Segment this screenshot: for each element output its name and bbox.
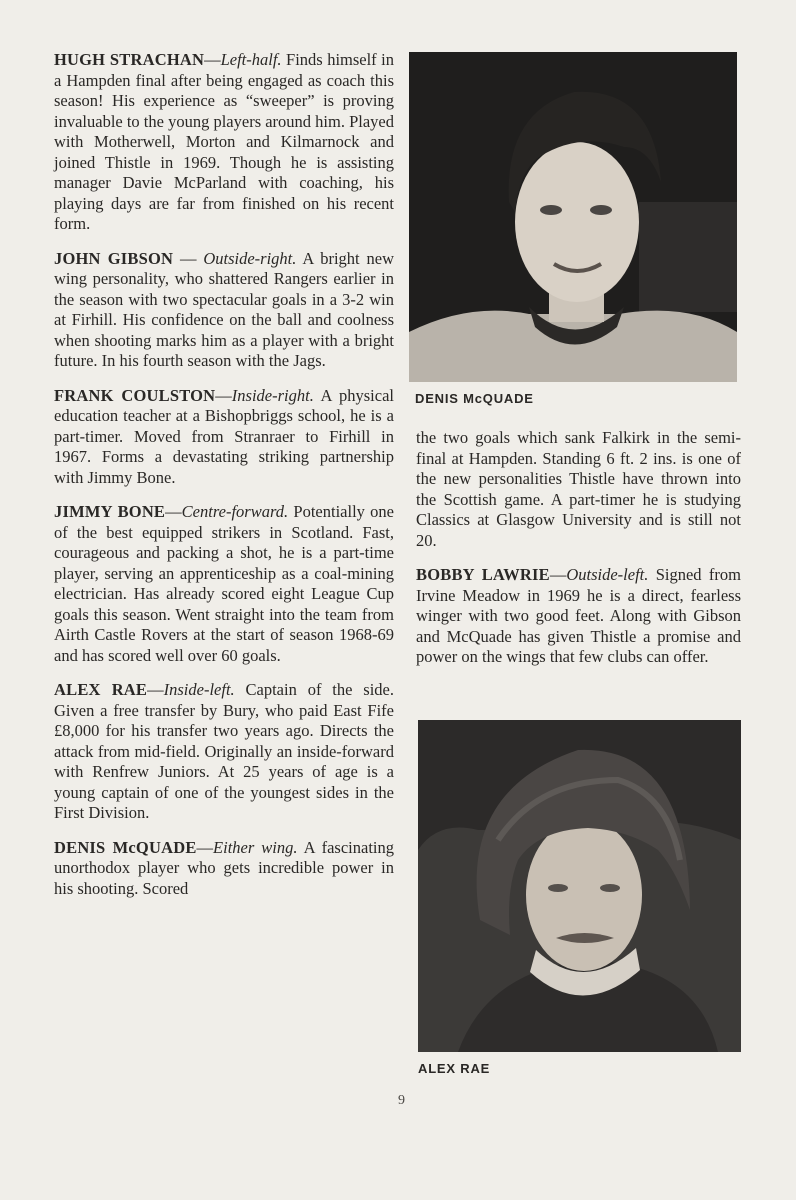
player-position: Outside-right. [203,248,297,268]
player-bio-text: Potentially one of the best equipped strikers in Scotland. Fast, courageous and packing a shot, he is a part-time player, serving an apprenticeship as a coal-mining electrician. Has already scored eight League Cup goals this season. Went straight into the team from Airth Castle Rovers at the start of season 1968-69 and has scored well over 60 goals. [54,502,394,665]
player-name: HUGH STRACHAN [54,50,205,69]
player-name: JIMMY BONE [54,502,166,521]
player-bio-text: A fascinating unorthodox player who gets incredible power in his shooting. Scored [54,837,394,898]
player-name: ALEX RAE [54,680,148,699]
player-bio-text: A bright new wing personality, who shattered Rangers earlier in the season with two spectacular goals in a 3-2 win at Firhill. His confidence on the ball and coolness when shooting marks him as a player with a bright future. In his fourth season with the Jags. [54,248,394,370]
player-bio-coulston [54,386,394,489]
photo-denis-mcquade [409,52,737,382]
player-name: JOHN GIBSON [54,248,174,268]
player-bio-text: A physical education teacher at a Bishopbriggs school, he is a part-timer. Moved from Stranraer to Firhill in 1967. Forms a devastating striking partnership with Jimmy Bone. [54,385,394,487]
player-position: Centre-forward. [181,502,289,521]
photo-alex-rae [418,720,741,1052]
player-bio-text: Finds himself in a Hampden final after being engaged as coach this season! His experience as “sweeper” is proving invaluable to the young players around him. Played with Motherwell, Morton and Kilmarnock and joined Thistle in 1969. Though he is assisting manager Davie McParland with coaching, his playing days are far from finished on his recent form. [54,50,395,233]
separator: — [147,680,164,699]
player-bio-lawrie [416,565,741,668]
player-position: Left-half. [220,50,282,69]
portrait-image [409,52,737,382]
player-bio-gibson [54,249,394,372]
separator: — [165,502,182,521]
player-position: Inside-right. [231,385,314,405]
photo-caption: DENIS McQUADE [415,391,534,406]
separator: — [173,248,204,268]
player-name: DENIS McQUADE [54,837,197,857]
player-name: BOBBY LAWRIE [416,565,550,584]
player-bio-text: Captain of the side. Given a free transfer by Bury, who paid East Fife £8,000 for his transfer two years ago. Directs the attack from mid-field. Originally an inside-forward with Renfrew Juniors. At 25 years of age is a young captain of one of the youngest sides in the First Division. [54,680,394,822]
player-bio-bone [54,502,394,666]
player-bio-strachan [54,50,394,235]
player-position: Either wing. [213,837,298,857]
player-bio-text: Signed from Irvine Meadow in 1969 he is a direct, fearless winger with two good feet. Along with Gibson and McQuade has given Thistle a promise and power on the wings that few clubs can offer. [416,565,741,666]
photo-caption: ALEX RAE [418,1061,491,1076]
separator: — [204,50,221,69]
portrait-image [418,720,741,1052]
separator: — [215,385,232,405]
player-bio-mcquade [54,838,394,900]
player-position: Inside-left. [163,680,235,699]
separator: — [196,837,214,857]
player-position: Outside-left. [566,565,649,584]
separator: — [549,565,567,584]
right-column [416,428,741,682]
bio-continuation: the two goals which sank Falkirk in the semi-final at Hampden. Standing 6 ft. 2 ins. is one of the new personalities Thistle have thrown into the Scottish game. A part-timer he is studying Classics at Glasgow University and is still not 20. [416,428,741,550]
page-number: 9 [398,1093,405,1108]
player-bio-rae [54,680,394,824]
left-column [54,50,394,913]
player-name: FRANK COULSTON [54,385,216,405]
